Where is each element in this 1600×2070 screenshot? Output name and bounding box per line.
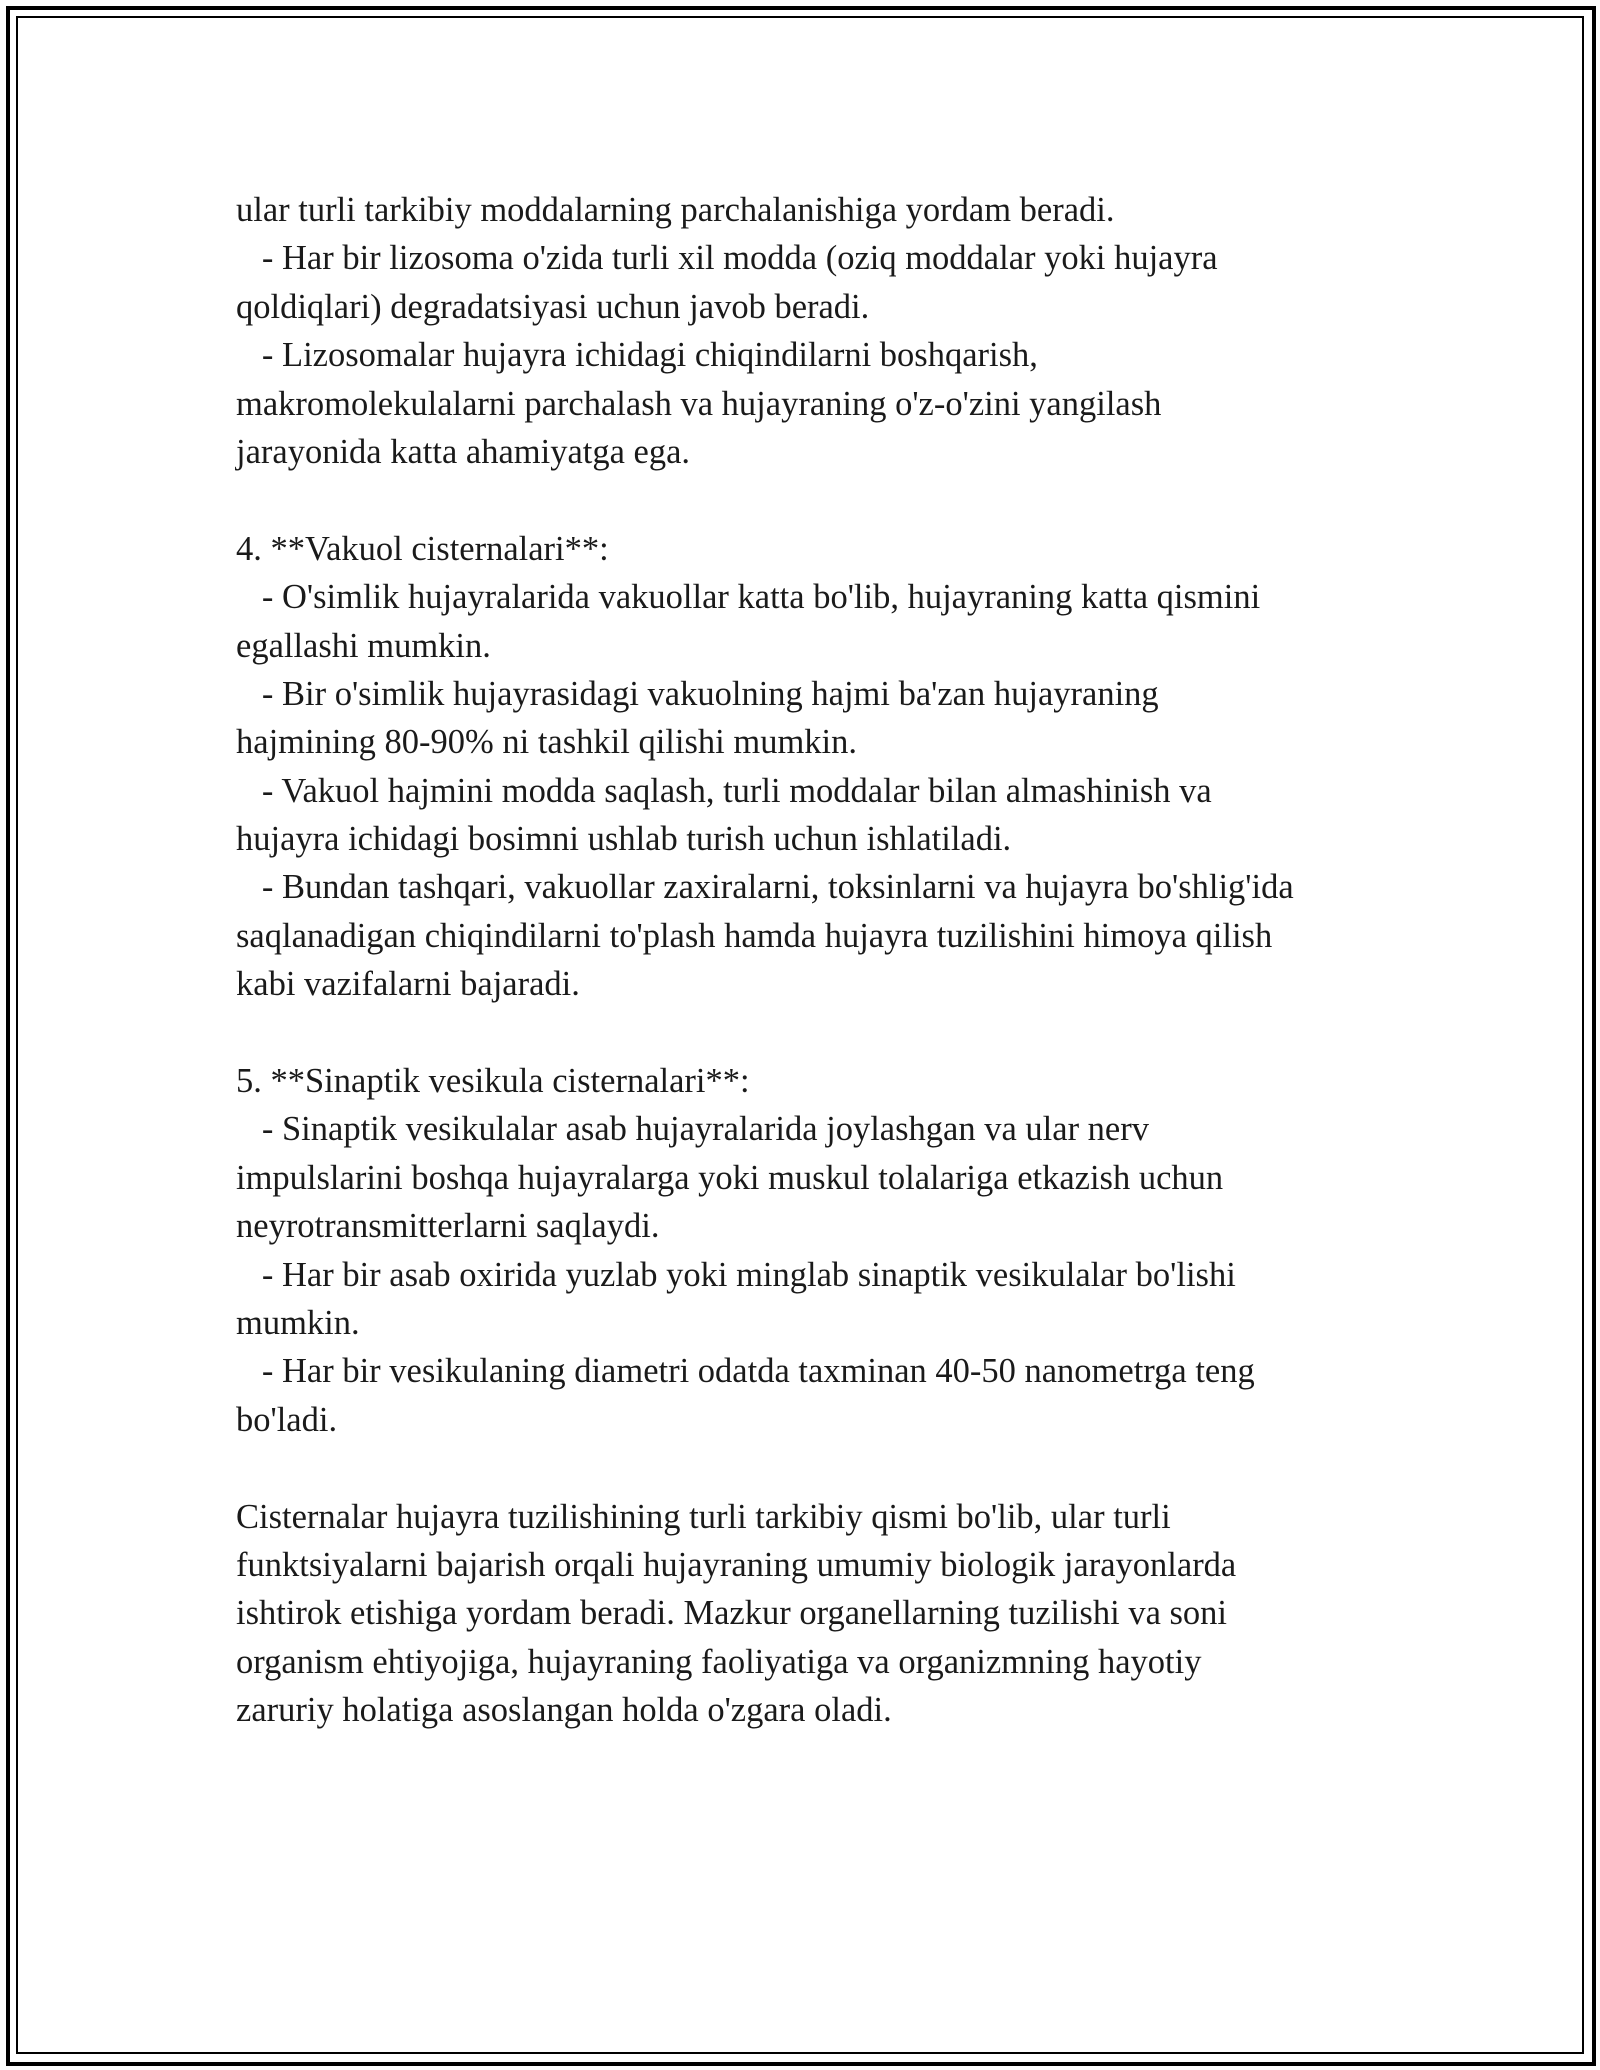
text-line: - Har bir asab oxirida yuzlab yoki minglab sinaptik vesikulalar bo'lishi [236, 1255, 1236, 1294]
text-line: ishtirok etishiga yordam beradi. Mazkur organellarning tuzilishi va soni [236, 1594, 1228, 1633]
text-line: - Bir o'simlik hujayrasidagi vakuolning hajmi ba'zan hujayraning [236, 674, 1159, 713]
text-line: - Har bir vesikulaning diametri odatda taxminan 40-50 nanometrga teng [236, 1352, 1255, 1391]
text-line: saqlanadigan chiqindilarni to'plash hamda hujayra tuzilishini himoya qilish [236, 916, 1273, 955]
paragraph-lysosome-continuation [236, 186, 1396, 476]
paragraph-gap [236, 476, 1396, 524]
section-heading: 5. **Sinaptik vesikula cisternalari**: [236, 1062, 750, 1101]
text-line: - Har bir lizosoma o'zida turli xil modda (oziq moddalar yoki hujayra [236, 239, 1218, 278]
text-line: zaruriy holatiga asoslangan holda o'zgara oladi. [236, 1691, 892, 1730]
text-line: impulslarini boshqa hujayralarga yoki muskul tolalariga etkazish uchun [236, 1158, 1224, 1197]
section-vakuol-cisternalari [236, 525, 1396, 1009]
text-line: mumkin. [236, 1303, 360, 1342]
text-line: makromolekulalarni parchalash va hujayraning o'z-o'zini yangilash [236, 384, 1162, 423]
paragraph-gap [236, 1009, 1396, 1057]
text-line: funktsiyalarni bajarish orqali hujayraning umumiy biologik jarayonlarda [236, 1545, 1237, 1584]
text-line: jarayonida katta ahamiyatga ega. [236, 432, 691, 471]
document-body [236, 186, 1396, 1735]
section-sinaptik-vesikula [236, 1057, 1396, 1444]
text-line: qoldiqlari) degradatsiyasi uchun javob beradi. [236, 287, 870, 326]
text-line: neyrotransmitterlarni saqlaydi. [236, 1207, 660, 1246]
text-line: - Bundan tashqari, vakuollar zaxiralarni, toksinlarni va hujayra bo'shlig'ida [236, 868, 1294, 907]
text-line: - O'simlik hujayralarida vakuollar katta bo'lib, hujayraning katta qismini [236, 578, 1261, 617]
text-line: egallashi mumkin. [236, 626, 491, 665]
section-heading: 4. **Vakuol cisternalari**: [236, 529, 609, 568]
text-line: kabi vazifalarni bajaradi. [236, 965, 580, 1004]
text-line: hujayra ichidagi bosimni ushlab turish uchun ishlatiladi. [236, 820, 1012, 859]
text-line: organism ehtiyojiga, hujayraning faoliyatiga va organizmning hayotiy [236, 1642, 1202, 1681]
paragraph-gap [236, 1444, 1396, 1492]
text-line: hajmining 80-90% ni tashkil qilishi mumkin. [236, 723, 857, 762]
text-line: - Vakuol hajmini modda saqlash, turli moddalar bilan almashinish va [236, 771, 1212, 810]
text-line: - Sinaptik vesikulalar asab hujayralarida joylashgan va ular nerv [236, 1110, 1149, 1149]
text-line: bo'ladi. [236, 1400, 338, 1439]
text-line: ular turli tarkibiy moddalarning parchalanishiga yordam beradi. [236, 191, 1115, 229]
paragraph-conclusion [236, 1493, 1396, 1735]
text-line: - Lizosomalar hujayra ichidagi chiqindilarni boshqarish, [236, 336, 1038, 375]
text-line: Cisternalar hujayra tuzilishining turli tarkibiy qismi bo'lib, ular turli [236, 1497, 1171, 1536]
